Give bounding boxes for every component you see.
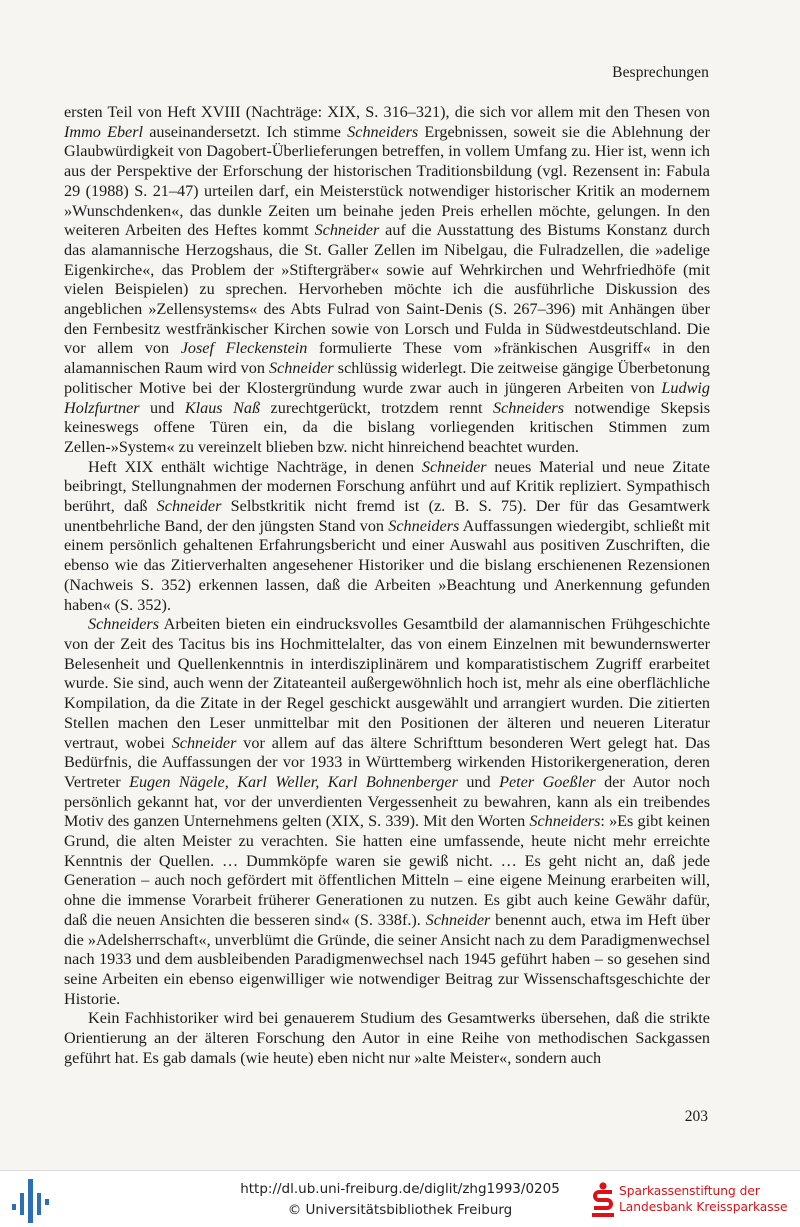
author-name: Schneiders (347, 122, 419, 141)
text-run: Ergebnissen, soweit sie die Ablehnung der Glaubwürdigkeit von Dagobert-Überlieferungen betreffen, in vollem Umfang zu. Hier ist, wenn ich aus der Perspektive der Erforschung der historischen Traditionsbildung (vgl. Rezensent in: Fabula 29 (1988) S. 21–47) urteilen darf, ein Meisterstück notwendiger historischer Kritik an modernem »Wunschdenken«, das dunkle Zeiten um beinahe jeden Preis erhellen möchte, gelungen. In den weiteren Arbeiten des Heftes kommt (64, 122, 711, 240)
author-name: Schneider (171, 733, 237, 752)
text-run: auf die Ausstattung des Bistums Konstanz durch das alamannische Herzogshaus, die St. Galler Zellen im Nibelgau, die Fulradzellen, die »adelige Eigenkirche«, das Problem der »Stiftergräber« sowie auf Wehrkirchen und Wehrfriedhöfe (mit vielen Beispielen) zu sprechen. Hervorheben möchte ich die ausführliche Diskussion des angeblichen »Zellensystems« des Abts Fulrad von Saint-Denis (S. 267–396) mit Anhängen über den Fernbesitz westfränkischer Kirchen sowie von Lorsch und Fulda in Südwestdeutschland. Die vor allem von (64, 221, 710, 358)
sponsor-name-line2: Landesbank Kreissparkasse (619, 1200, 788, 1214)
text-run: Auffassungen wiedergibt, schließt mit einem persönlich gehaltenen Erfahrungsbericht und einer Auswahl aus positiven Zuschriften, die ebenso wie das Zitierverhalten angesehener Historiker und die bislang erschienenen Rezensionen (Nachweis S. 352) erkennen lassen, daß die Arbeiten »Beachtung und Anerkennung gefunden haben« (S. 352). (64, 516, 710, 614)
author-name: Josef Fleckenstein (180, 339, 308, 358)
text-run: neues Material und neue Zitate beibringt, Stellungnahmen der modernen Forschung anführt und auf Kritik repliziert. Sympathisch berührt, daß (64, 457, 710, 516)
author-name: Schneider (156, 497, 222, 516)
sparkasse-logo-icon (592, 1182, 614, 1218)
author-name: Peter Goeßler (499, 772, 596, 791)
page-number: 203 (684, 1108, 708, 1125)
body-text (64, 103, 710, 1068)
text-run: zurechtgerückt, trotzdem rennt (260, 398, 493, 417)
text-run: schlüssig widerlegt. Die zeitweise gängige Überbetonung politischer Motive bei der Klostergründung wurde zwar auch in jüngeren Arbeiten von (64, 359, 710, 397)
text-run: benennt auch, etwa im Heft über die »Adelsherrschaft«, unverblümt die Gründe, die seiner Ansicht nach zu dem Paradigmenwechsel nach 1933 und dem ausbleibenden Paradigmenwechsel nach 1945 geführt haben – so gesehen sind seine Arbeiten ein ebenso eigenwilliger wie notwendiger Beitrag zur Wissenschaftsgeschichte der Historie. (64, 910, 710, 1008)
text-run: ersten Teil von Heft XVIII (Nachträge: XIX, S. 316–321), die sich vor allem mit den Thesen von (64, 103, 710, 121)
author-name: Schneider (314, 221, 380, 240)
author-name: Schneider (421, 457, 487, 476)
author-name: Schneiders (88, 615, 160, 634)
author-name: Schneiders (529, 812, 601, 831)
body-paragraph (64, 1009, 710, 1068)
author-name: Schneiders (388, 516, 460, 535)
text-run: formulierte These vom »fränkischen Ausgriff« in den alamannischen Raum wird von (64, 339, 710, 378)
author-name: Eugen Nägele, Karl Weller, Karl Bohnenberger (129, 772, 458, 791)
text-run: Heft XIX enthält wichtige Nachträge, in denen (88, 457, 422, 476)
text-run: und (139, 398, 185, 417)
text-run: notwendige Skepsis keineswegs offene Türen ein, da die bislang vorliegenden kritischen Stimmen zum Zellen-»System« zu vereinzelt blieben bzw. nicht hinreichend beachtet wurden. (64, 398, 710, 456)
author-name: Schneider (269, 359, 334, 378)
author-name: Schneiders (493, 398, 565, 417)
text-run: Kein Fachhistoriker wird bei genauerem Studium des Gesamtwerks übersehen, daß die strikte Orientierung an der älteren Forschung den Autor in eine Reihe von methodischen Sackgassen geführt hat. Es gab damals (wie heute) eben nicht nur »alte Meister«, sondern auch (64, 1009, 710, 1067)
author-name: Schneider (425, 910, 491, 929)
body-paragraph (64, 458, 710, 616)
body-paragraph (64, 103, 710, 458)
text-run: der Autor noch persönlich gekannt hat, vor der unverdienten Vergessenheit zu bewahren, kann als ein treibendes Motiv des ganzen Unternehmens gelten (XIX, S. 339). Mit den Worten (64, 772, 711, 831)
text-run: auseinandersetzt. Ich stimme (143, 122, 348, 141)
author-name: Klaus Naß (184, 398, 261, 417)
body-paragraph (64, 615, 710, 1009)
copyright-notice: © Universitätsbibliothek Freiburg (287, 1202, 513, 1218)
text-run: Arbeiten bieten ein eindrucksvolles Gesamtbild der alamannischen Frühgeschichte von der Zeit des Tacitus bis ins Hochmittelalter, das von einem Einzelnen mit bewundernswerter Belesenheit und Quellenkenntnis in interdisziplinärem und komparatistischem Zugriff erarbeitet wurde. Sie sind, auch wenn der Zitateanteil außergewöhnlich hoch ist, mehr als eine oberflächliche Kompilation, da die Zitate in der Regel geschickt ausgewählt und arrangiert wurden. Die zitierten Stellen machen den Leser unmittelbar mit den Positionen der älteren und neueren Literatur vertraut, wobei (64, 615, 710, 752)
author-name: Immo Eberl (64, 122, 144, 141)
text-run: : »Es gibt keinen Grund, die alten Meister zu verachten. Sie hatten eine umfassende, heute nicht mehr erreichte Kenntnis der Quellen. … Dummköpfe waren sie gewiß nicht. … Es geht nicht an, daß jede Generation – auch noch gefördert mit öffentlichen Mitteln – eine eigene Meinung erarbeiten will, ohne die immense Vorarbeit früherer Generationen zu nutzen. Es gibt auch keine Gewähr dafür, daß die neuen Ansichten die besseren sind« (S. 338f.). (64, 812, 711, 929)
sponsor-name-line1: Sparkassenstiftung der (619, 1184, 760, 1198)
text-run: vor allem auf das ältere Schrifttum besonderen Wert gelegt hat. Das Bedürfnis, die Auffassungen der vor 1933 in Württemberg wirkenden Historikergeneration, deren Vertreter (64, 733, 710, 791)
author-name: Ludwig Holzfurtner (64, 378, 710, 417)
sponsor-block (592, 1178, 798, 1222)
library-logo-icon (10, 1179, 50, 1223)
source-url-link[interactable]: http://dl.ub.uni-freiburg.de/diglit/zhg1993/0205 (240, 1181, 560, 1197)
text-run: und (457, 772, 500, 791)
running-header: Besprechungen (612, 64, 709, 81)
text-run: Selbstkritik nicht fremd ist (z. B. S. 75). Der für das Gesamtwerk unentbehrliche Band, der den jüngsten Stand von (64, 497, 711, 535)
viewer-footer (0, 1170, 800, 1227)
